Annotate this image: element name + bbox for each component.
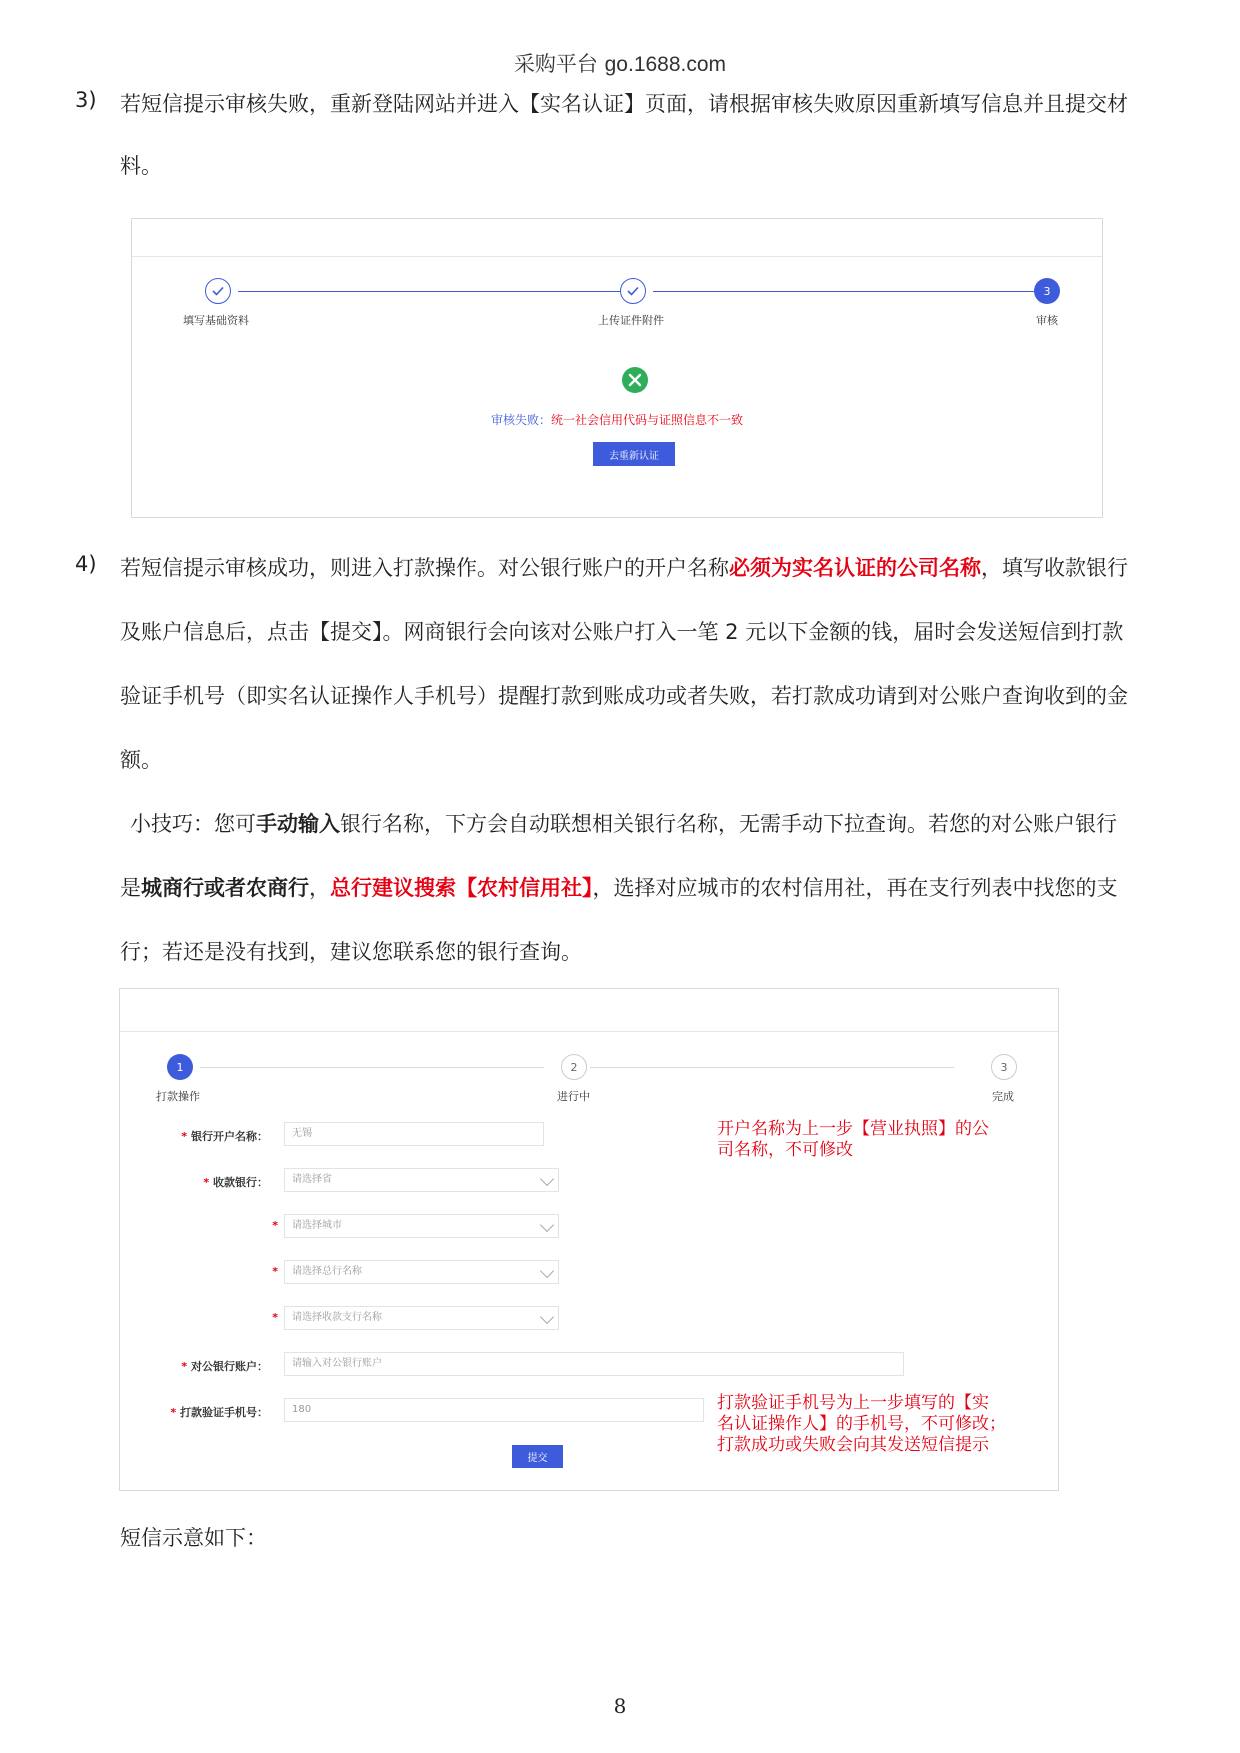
chevron-down-icon bbox=[540, 1172, 554, 1186]
tip-l2a: 是 bbox=[120, 876, 141, 900]
item4-line1 bbox=[120, 552, 1128, 582]
tip-l2b: 城商行或者农商行 bbox=[141, 876, 309, 900]
verify-fail-screenshot bbox=[131, 218, 1103, 518]
item4-number: 4) bbox=[75, 552, 97, 576]
item3-line2: 料。 bbox=[120, 154, 162, 178]
chevron-down-icon bbox=[540, 1310, 554, 1324]
step3-circle: 3 bbox=[1034, 278, 1060, 304]
top-divider bbox=[120, 1031, 1058, 1032]
item4-line3: 验证手机号（即实名认证操作人手机号）提醒打款到账成功或者失败，若打款成功请到对公账户查询收到的金 bbox=[120, 684, 1128, 708]
step2-circle: 2 bbox=[561, 1054, 587, 1080]
item4-line1-a: 若短信提示审核成功，则进入打款操作。对公银行账户的开户名称 bbox=[120, 556, 729, 580]
tip-l2e: ，选择对应城市的农村信用社，再在支行列表中找您的支 bbox=[592, 876, 1118, 900]
page-header bbox=[0, 48, 1240, 78]
head-bank-required-star: * bbox=[272, 1265, 278, 1278]
step3-circle: 3 bbox=[991, 1054, 1017, 1080]
head-bank-select[interactable]: 请选择总行名称 bbox=[284, 1260, 559, 1284]
branch-required-star: * bbox=[272, 1311, 278, 1324]
step-line-2 bbox=[653, 291, 1034, 292]
fail-label: 审核失败： bbox=[490, 413, 551, 427]
branch-select[interactable]: 请选择收款支行名称 bbox=[284, 1306, 559, 1330]
fail-reason: 统一社会信用代码与证照信息不一致 bbox=[551, 413, 744, 427]
bank-label: * 收款银行： bbox=[203, 1176, 268, 1189]
annotation-account-name: 开户名称为上一步【营业执照】的公 司名称，不可修改 bbox=[717, 1119, 989, 1160]
step1-check-icon bbox=[205, 278, 231, 304]
province-select[interactable]: 请选择省 bbox=[284, 1168, 559, 1192]
step-line-2 bbox=[590, 1067, 954, 1068]
submit-button[interactable]: 提交 bbox=[512, 1445, 563, 1468]
tip-l2c: ， bbox=[309, 876, 330, 900]
item4-line2: 及账户信息后，点击【提交】。网商银行会向该对公账户打入一笔 2 元以下金额的钱，届时会发送短信到打款 bbox=[120, 620, 1124, 644]
account-name-label: * 银行开户名称： bbox=[181, 1130, 268, 1143]
city-required-star: * bbox=[272, 1219, 278, 1232]
chevron-down-icon bbox=[540, 1218, 554, 1232]
item3-number: 3) bbox=[75, 88, 97, 112]
account-name-input[interactable]: 无锡 bbox=[284, 1122, 544, 1146]
page-number: 8 bbox=[613, 1694, 627, 1718]
step3-label: 完成 bbox=[992, 1090, 1014, 1103]
step1-label: 填写基础资料 bbox=[183, 314, 249, 327]
fail-x-icon bbox=[622, 367, 648, 393]
phone-label: * 打款验证手机号： bbox=[170, 1406, 268, 1419]
step2-check-icon bbox=[620, 278, 646, 304]
item4-line1-emphasis: 必须为实名认证的公司名称 bbox=[729, 556, 981, 580]
annotation-phone: 打款验证手机号为上一步填写的【实 名认证操作人】的手机号，不可修改； 打款成功或失败会向其发送短信提示 bbox=[717, 1393, 1006, 1455]
phone-input[interactable]: 180 bbox=[284, 1398, 704, 1422]
account-label: * 对公银行账户： bbox=[181, 1360, 268, 1373]
header-domain: go.1688.com bbox=[604, 53, 727, 76]
account-input[interactable]: 请输入对公银行账户 bbox=[284, 1352, 904, 1376]
item3-line1: 若短信提示审核失败，重新登陆网站并进入【实名认证】页面，请根据审核失败原因重新填写信息并且提交材 bbox=[120, 92, 1128, 116]
step-line-1 bbox=[200, 1067, 544, 1068]
step1-label: 打款操作 bbox=[156, 1090, 200, 1103]
sms-caption: 短信示意如下： bbox=[120, 1526, 267, 1550]
step3-label: 审核 bbox=[1036, 314, 1058, 327]
chevron-down-icon bbox=[540, 1264, 554, 1278]
fail-message bbox=[132, 411, 1102, 428]
city-select[interactable]: 请选择城市 bbox=[284, 1214, 559, 1238]
step2-label: 进行中 bbox=[557, 1090, 590, 1103]
item4-line4: 额。 bbox=[120, 748, 162, 772]
item4-line1-c: ，填写收款银行 bbox=[981, 556, 1128, 580]
tip-line1 bbox=[130, 808, 1117, 838]
top-divider bbox=[132, 256, 1102, 257]
tip-l2d: 总行建议搜索【农村信用社】 bbox=[330, 876, 593, 900]
tip-l1c: 银行名称，下方会自动联想相关银行名称，无需手动下拉查询。若您的对公账户银行 bbox=[340, 812, 1117, 836]
retry-verify-button[interactable]: 去重新认证 bbox=[593, 442, 675, 466]
step1-circle: 1 bbox=[167, 1054, 193, 1080]
tip-l1a: 小技巧：您可 bbox=[130, 812, 256, 836]
payment-form-screenshot bbox=[119, 988, 1059, 1491]
tip-line3: 行；若还是没有找到，建议您联系您的银行查询。 bbox=[120, 940, 582, 964]
tip-line2 bbox=[120, 872, 1118, 902]
step-line-1 bbox=[238, 291, 621, 292]
tip-l1b: 手动输入 bbox=[256, 812, 340, 836]
step2-label: 上传证件附件 bbox=[598, 314, 664, 327]
header-cn: 采购平台 bbox=[513, 52, 598, 76]
